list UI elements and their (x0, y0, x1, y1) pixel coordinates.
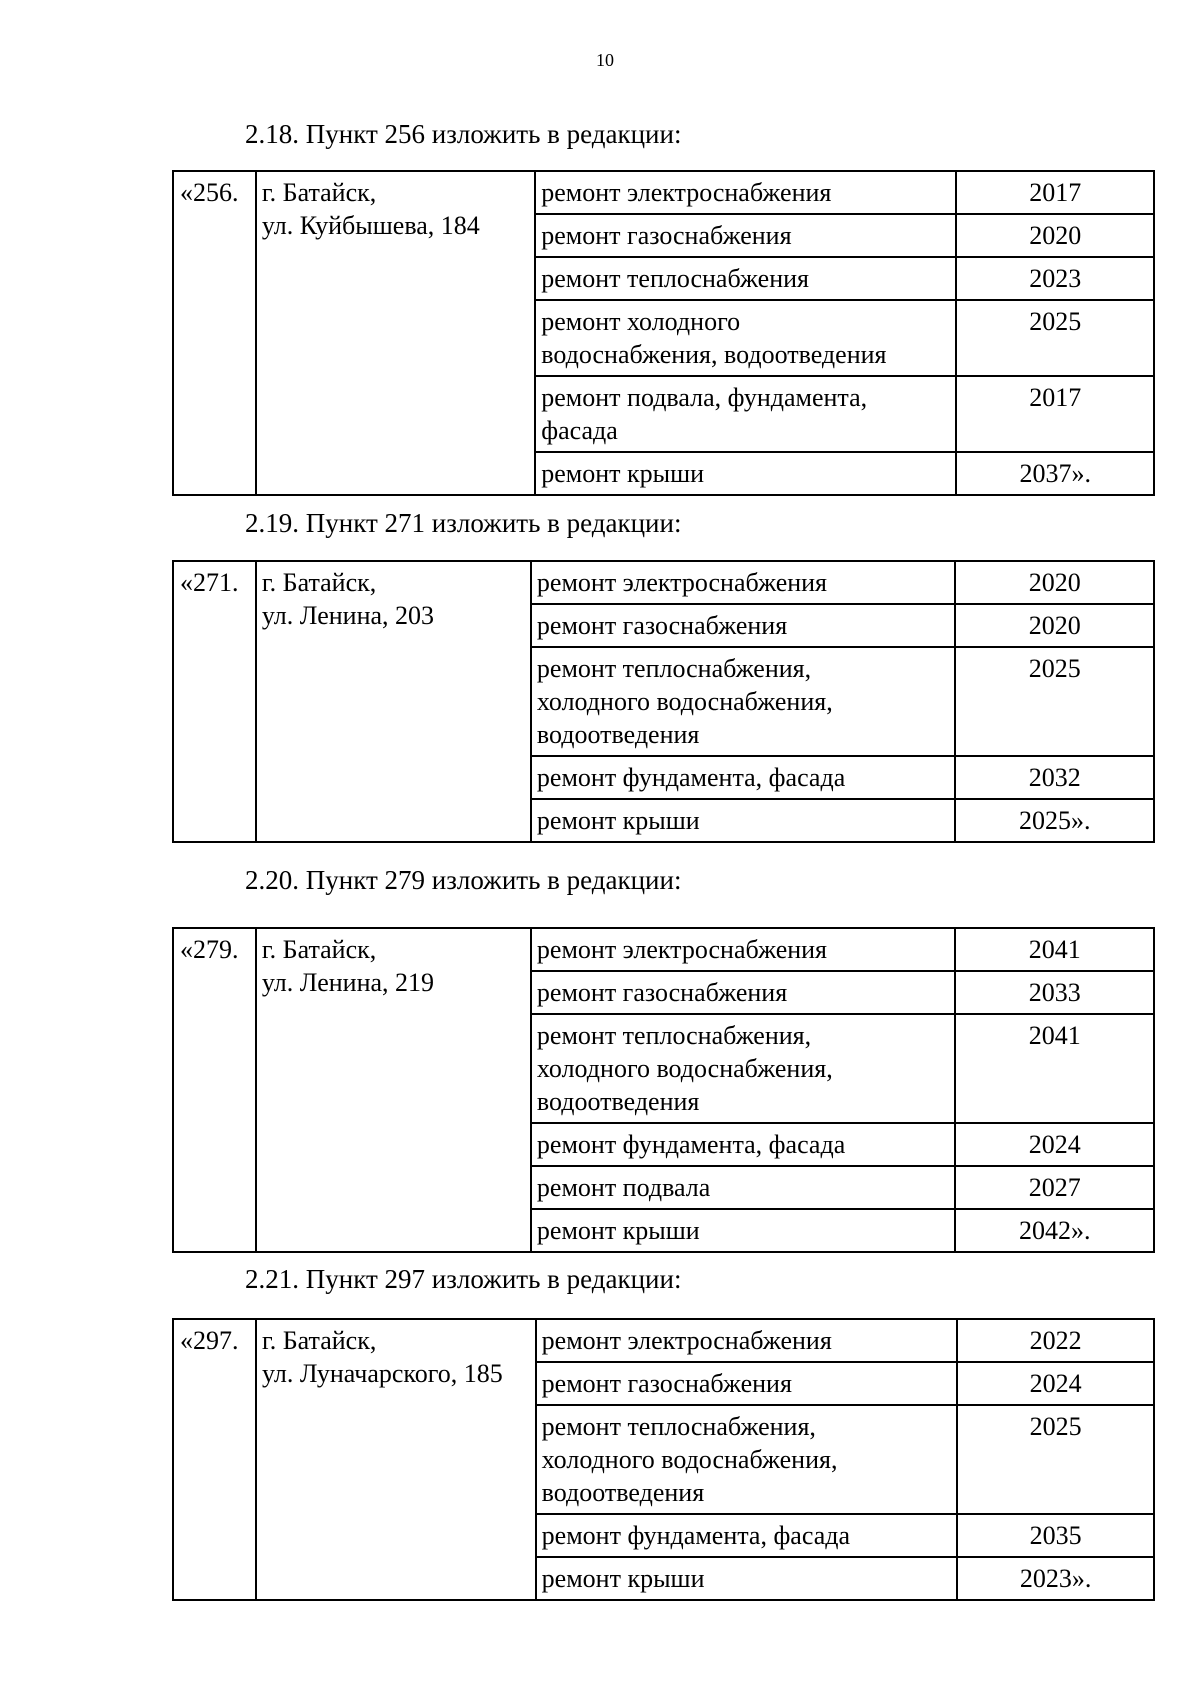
address-street: ул. Куйбышева, 184 (261, 211, 480, 240)
work-type-cell (535, 257, 956, 300)
work-type-line: ремонт крыши (536, 806, 700, 835)
item-number: «297. (180, 1326, 239, 1355)
work-type-line: фасада (541, 416, 618, 445)
amendment-table (172, 1318, 1155, 1601)
work-type-line: ремонт электроснабжения (536, 568, 828, 597)
year-cell (956, 214, 1154, 257)
work-type-cell (531, 1123, 955, 1166)
year-value: 2041 (1028, 935, 1081, 964)
item-number-cell (173, 928, 256, 1252)
work-type-line: ремонт теплоснабжения, (536, 1021, 812, 1050)
work-type-cell (531, 647, 955, 756)
year-value: 2032 (1028, 763, 1081, 792)
year-value: 2017 (1029, 383, 1082, 412)
table-row (173, 171, 1154, 214)
page-number: 10 (596, 50, 614, 70)
work-type-cell (535, 376, 956, 452)
work-type-line: холодного водоснабжения, (536, 687, 833, 716)
work-type-line: ремонт электроснабжения (541, 1326, 832, 1355)
work-type-line: ремонт электроснабжения (541, 178, 832, 207)
year-cell (957, 1557, 1154, 1600)
work-type-line: водоснабжения, водоотведения (541, 340, 887, 369)
work-type-line: ремонт фундамента, фасада (536, 763, 846, 792)
work-type-line: водоотведения (536, 720, 700, 749)
work-type-cell (531, 928, 955, 971)
year-cell (956, 452, 1154, 495)
address-street: ул. Ленина, 219 (261, 968, 435, 997)
address-street: ул. Ленина, 203 (261, 601, 435, 630)
year-value: 2020 (1028, 611, 1081, 640)
item-number: «256. (180, 178, 239, 207)
work-type-line: ремонт фундамента, фасада (541, 1521, 851, 1550)
section-heading: 2.20. Пункт 279 изложить в редакции: (245, 865, 682, 895)
year-value: 2024 (1028, 1130, 1081, 1159)
year-cell (957, 1405, 1154, 1514)
year-value: 2023 (1029, 264, 1082, 293)
work-type-line: ремонт теплоснабжения, (541, 1412, 816, 1441)
year-value: 2025 (1028, 654, 1081, 683)
address-cell (256, 1319, 536, 1600)
year-value: 2025». (1018, 806, 1091, 835)
work-type-line: ремонт крыши (541, 459, 705, 488)
year-cell (956, 257, 1154, 300)
work-type-cell (531, 1166, 955, 1209)
item-number: «271. (180, 568, 239, 597)
year-cell (955, 799, 1154, 842)
work-type-line: ремонт электроснабжения (536, 935, 828, 964)
work-type-line: холодного водоснабжения, (541, 1445, 838, 1474)
work-type-cell (531, 756, 955, 799)
section-heading: 2.21. Пункт 297 изложить в редакции: (245, 1264, 682, 1294)
year-cell (955, 561, 1154, 604)
section-heading: 2.19. Пункт 271 изложить в редакции: (245, 508, 682, 538)
table-row (173, 928, 1154, 971)
work-type-line: ремонт газоснабжения (541, 1369, 792, 1398)
year-value: 2035 (1029, 1521, 1082, 1550)
address-cell (256, 171, 535, 495)
address-city: г. Батайск, (261, 568, 377, 597)
year-cell (957, 1362, 1154, 1405)
year-value: 2042». (1018, 1216, 1091, 1245)
item-number-cell (173, 561, 256, 842)
work-type-cell (536, 1319, 958, 1362)
amendment-table (172, 560, 1155, 843)
work-type-line: водоотведения (541, 1478, 705, 1507)
item-number-cell (173, 1319, 256, 1600)
year-cell (956, 171, 1154, 214)
work-type-line: ремонт подвала (536, 1173, 711, 1202)
work-type-cell (536, 1405, 958, 1514)
year-value: 2020 (1029, 221, 1082, 250)
work-type-line: ремонт фундамента, фасада (536, 1130, 846, 1159)
year-cell (957, 1319, 1154, 1362)
work-type-cell (536, 1362, 958, 1405)
year-cell (955, 756, 1154, 799)
work-type-cell (535, 214, 956, 257)
year-value: 2022 (1029, 1326, 1082, 1355)
section-heading: 2.18. Пункт 256 изложить в редакции: (245, 119, 682, 149)
work-type-cell (531, 561, 955, 604)
address-city: г. Батайск, (262, 1326, 377, 1355)
year-value: 2027 (1028, 1173, 1081, 1202)
work-type-cell (536, 1557, 958, 1600)
work-type-line: ремонт газоснабжения (541, 221, 792, 250)
amendment-table (172, 927, 1155, 1253)
work-type-cell (536, 1514, 958, 1557)
year-cell (955, 647, 1154, 756)
work-type-cell (535, 300, 956, 376)
year-cell (955, 1166, 1154, 1209)
year-cell (955, 604, 1154, 647)
year-cell (955, 1123, 1154, 1166)
work-type-line: ремонт теплоснабжения, (536, 654, 812, 683)
year-cell (955, 1209, 1154, 1252)
work-type-line: ремонт газоснабжения (536, 978, 788, 1007)
work-type-cell (535, 452, 956, 495)
item-number-cell (173, 171, 256, 495)
work-type-line: ремонт подвала, фундамента, (541, 383, 868, 412)
year-cell (956, 376, 1154, 452)
year-value: 2025 (1029, 1412, 1082, 1441)
year-cell (957, 1514, 1154, 1557)
work-type-cell (531, 799, 955, 842)
year-value: 2025 (1029, 307, 1082, 336)
year-value: 2023». (1019, 1564, 1092, 1593)
amendment-table (172, 170, 1155, 496)
year-cell (955, 971, 1154, 1014)
year-value: 2041 (1028, 1021, 1081, 1050)
address-city: г. Батайск, (261, 935, 377, 964)
year-value: 2020 (1028, 568, 1081, 597)
item-number: «279. (180, 935, 239, 964)
work-type-line: ремонт крыши (536, 1216, 700, 1245)
address-cell (256, 928, 531, 1252)
work-type-cell (531, 604, 955, 647)
year-value: 2017 (1029, 178, 1082, 207)
work-type-cell (531, 1209, 955, 1252)
year-cell (955, 1014, 1154, 1123)
work-type-line: ремонт холодного (541, 307, 741, 336)
work-type-line: ремонт крыши (541, 1564, 705, 1593)
year-value: 2024 (1029, 1369, 1082, 1398)
work-type-cell (535, 171, 956, 214)
work-type-line: водоотведения (536, 1087, 700, 1116)
work-type-line: холодного водоснабжения, (536, 1054, 833, 1083)
work-type-cell (531, 971, 955, 1014)
year-value: 2037». (1019, 459, 1091, 488)
work-type-cell (531, 1014, 955, 1123)
address-city: г. Батайск, (261, 178, 377, 207)
year-cell (955, 928, 1154, 971)
work-type-line: ремонт газоснабжения (536, 611, 788, 640)
address-cell (256, 561, 531, 842)
address-street: ул. Луначарского, 185 (262, 1359, 503, 1388)
year-cell (956, 300, 1154, 376)
table-row (173, 1319, 1154, 1362)
table-row (173, 561, 1154, 604)
year-value: 2033 (1028, 978, 1081, 1007)
work-type-line: ремонт теплоснабжения (541, 264, 809, 293)
